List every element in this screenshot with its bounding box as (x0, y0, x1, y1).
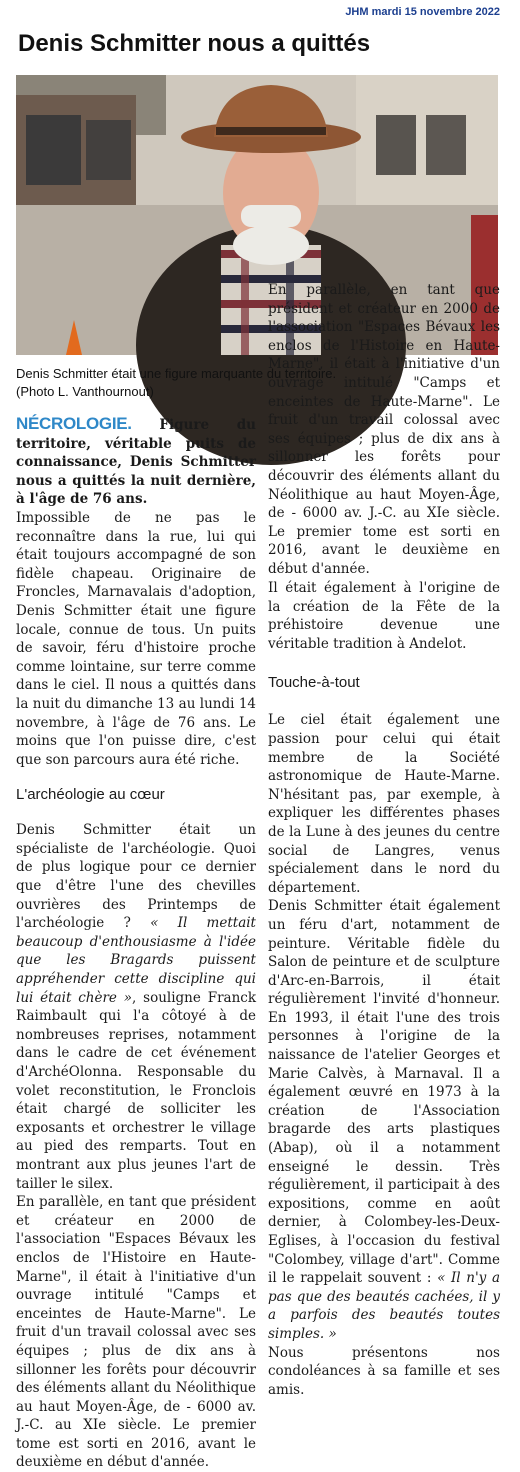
paragraph (268, 897, 500, 1343)
paragraph-text: En parallèle, en tant que président et créateur en 2000 de l'association "Espaces Bévaux les enclos de l'Histoire en Haute-Marne", il était à l'initiative d'un ouvrage intitulé "Camps et enceintes de Haute-Marne". Le fruit d'un travail colossal avec ses équipes ; plus de dix ans à sillonner les forêts pour découvrir des éléments allant du Néolithique au haut Moyen-Âge, de - 6000 av. J.-C. au XIe siècle. Le premier tome est sorti en 2016, avant le deuxième en début d'année. (268, 282, 500, 577)
paragraph: Nous présentons nos condoléances à sa famille et ses amis. (268, 1344, 500, 1398)
article-column-right (268, 282, 500, 1399)
section-subheading: Touche-à-tout (268, 674, 360, 692)
article-lead (16, 415, 256, 509)
section-kicker: NÉCROLOGIE. (16, 414, 132, 433)
lead-text: Figure du territoire, véritable puits de connaissance, Denis Schmitter nous a quittés la nuit dernière, à l'âge de 76 ans. (16, 417, 256, 508)
paragraph: Le ciel était également une passion pour celui qui était membre de la Société astronomique de Haute-Marne. N'hésitant pas, par exemple, à expliquer les différentes phases de la Lune à des jeunes du centre social de Langres, venus spécialement dans le nord du département. (268, 712, 500, 896)
paragraph (16, 821, 256, 1193)
caption-text: Denis Schmitter était une figure marquante du territoire. (16, 366, 337, 381)
article-title: Denis Schmitter nous a quittés (18, 30, 371, 57)
edition-date: JHM mardi 15 novembre 2022 (345, 6, 500, 18)
paragraph: En parallèle, en tant que président et créateur en 2000 de l'association "Espaces Bévaux les enclos de l'Histoire en Haute-Marne", il était à l'initiative d'un ouvrage intitulé "Camps et enceintes de Haute-Marne". Le fruit d'un travail colossal avec ses équipes ; plus de dix ans à sillonner les forêts pour découvrir des éléments allant du Néolithique au haut Moyen-Âge, de - 6000 av. J.-C. au XIe siècle. Le premier tome est sorti en 2016, avant le deuxième en début d'année. (16, 1194, 256, 1471)
quote: « Il n'y a pas que des beautés cachées, il y a parfois des beautés toutes simples. » (268, 1270, 500, 1342)
article-column-left (16, 414, 257, 1471)
quote: « Il mettait beaucoup d'enthousiasme à l'idée que les Bragards puissent appréhender cette discipline qui lui était chère » (16, 915, 256, 1006)
paragraph-continued (268, 282, 500, 579)
photo-credit: (Photo L. Vanthournout) (16, 384, 154, 399)
paragraph: Il était également à l'origine de la création de la Fête de la préhistoire devenue une véritable tradition à Andelot. (268, 580, 500, 652)
paragraph-text: Denis Schmitter était un spécialiste de l'archéologie. Quoi de plus logique pour ce dernier que d'être l'une des chevilles ouvrières des Printemps de l'archéologie ? (16, 822, 256, 932)
paragraph: Impossible de ne pas le reconnaître dans la rue, lui qui était toujours accompagné de son fidèle chapeau. Originaire de Froncles, Marnavalais d'adoption, Denis Schmitter était une figure locale, connue de tous. Un puits de savoir, féru d'histoire proche comme lointaine, sur terre comme dans le ciel. Il nous a quittés dans la nuit du dimanche 13 au lundi 14 novembre, à l'âge de 76 ans. Le moins que l'on puisse dire, c'est que son parcours aura été riche. (16, 509, 256, 768)
section-subheading: L'archéologie au cœur (16, 786, 165, 804)
paragraph-text: Denis Schmitter était également un féru d'art, notamment de peinture. Véritable fidèle du Salon de peinture et de sculpture d'Arc-en-Barrois, il était régulièrement l'invité d'honneur. En 1993, il était l'une des trois personnes à l'origine de la naissance de l'atelier Georges et Marie Calvès, à Marnaval. Il a également œuvré en 1973 à la création de l'Association bragarde des arts plastiques (Abap), où il a notamment enseigné le dessin. Très régulièrement, il participait à des expositions, comme en août dernier, à Colombey-les-Deux-Eglises, à l'occasion du festival "Colombey, village d'art". Comme il le rappelait souvent : (268, 898, 500, 1287)
paragraph-text: , souligne Franck Raimbault qui l'a côtoyé à de nombreuses reprises, notamment dans le cadre de cet événement d'ArchéOlonna. Responsable du volet reconstitution, le Fronclois était chargé de solliciter les exposants et orchestrer le village au pied des remparts. Tout en montrant aux plus jeunes l'art de tailler le silex. (16, 989, 257, 1192)
